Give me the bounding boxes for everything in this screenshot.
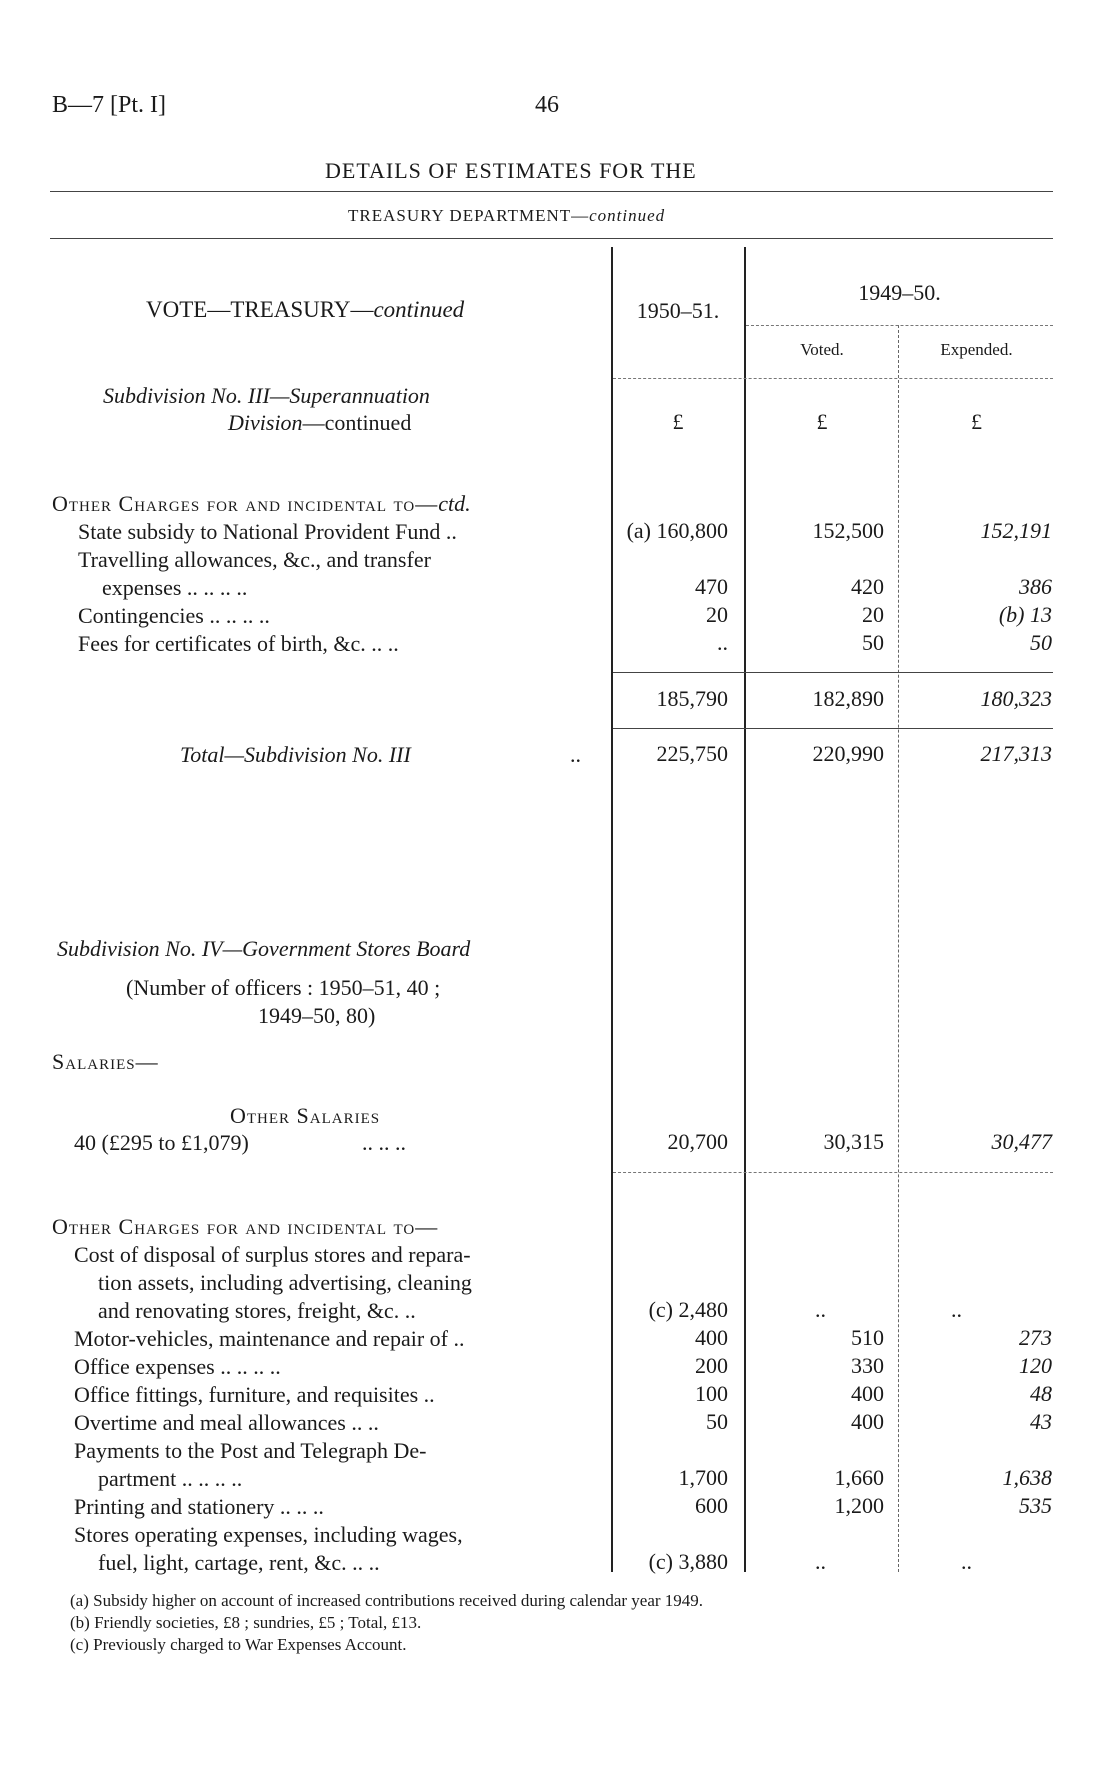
col-expended-header: Expended. bbox=[940, 340, 1013, 359]
sub4-row-expended: 535 bbox=[1019, 1493, 1052, 1518]
sub4-row-1950: 50 bbox=[706, 1409, 728, 1434]
sub4-row-expended: 48 bbox=[1030, 1381, 1052, 1406]
sub4-salaries-voted: 30,315 bbox=[823, 1129, 884, 1154]
sub4-heading: Subdivision No. IV—Government Stores Board bbox=[57, 936, 471, 961]
footnote-a: (a) Subsidy higher on account of increased contributions received during calendar year 1949. bbox=[70, 1591, 704, 1610]
sub4-row-label: tion assets, including advertising, cleaning bbox=[98, 1270, 472, 1295]
sub3-row-1950: (a) 160,800 bbox=[626, 518, 728, 543]
sub4-row-expended: .. bbox=[961, 1549, 972, 1574]
sub3-total-voted: 220,990 bbox=[812, 741, 884, 766]
sub4-row-1950: 400 bbox=[695, 1325, 728, 1350]
sub4-row-label: Overtime and meal allowances .. .. bbox=[74, 1410, 379, 1435]
sub3-total-1950: 225,750 bbox=[656, 741, 728, 766]
sub4-row-label: Printing and stationery .. .. .. bbox=[74, 1494, 324, 1519]
sub3-total-expended: 217,313 bbox=[980, 741, 1052, 766]
sub3-row-1950: .. bbox=[717, 630, 728, 655]
sub4-row-label: partment .. .. .. .. bbox=[98, 1466, 243, 1491]
sub3-row-voted: 420 bbox=[851, 574, 884, 599]
sub4-row-voted: 330 bbox=[851, 1353, 884, 1378]
sub4-row-expended: 43 bbox=[1030, 1409, 1052, 1434]
footnote-b: (b) Friendly societies, £8 ; sundries, £5 ; Total, £13. bbox=[70, 1613, 422, 1632]
sub4-row-voted: 1,660 bbox=[834, 1465, 884, 1490]
header-bottom-rule bbox=[613, 378, 1053, 379]
total-rule bbox=[613, 728, 1053, 729]
sub4-row-1950: 200 bbox=[695, 1353, 728, 1378]
sub3-row-1950: 470 bbox=[695, 574, 728, 599]
sub4-officers-line2: 1949–50, 80) bbox=[258, 1003, 376, 1028]
sub3-row-label: State subsidy to National Provident Fund .. bbox=[78, 519, 457, 544]
sub4-officers-line1: (Number of officers : 1950–51, 40 ; bbox=[126, 975, 441, 1000]
sub4-row-label: Payments to the Post and Telegraph De- bbox=[74, 1438, 427, 1463]
sub4-row-1950: 100 bbox=[695, 1381, 728, 1406]
footnote-c: (c) Previously charged to War Expenses Account. bbox=[70, 1635, 407, 1654]
sub4-row-label: fuel, light, cartage, rent, &c. .. .. bbox=[98, 1550, 380, 1575]
sub3-other-charges-text: Other Charges for and incidental to— bbox=[52, 491, 439, 516]
page-ref: B—7 [Pt. I] bbox=[52, 92, 166, 118]
sub4-salaries-heading: Salaries— bbox=[52, 1049, 159, 1074]
sub4-salaries-expended: 30,477 bbox=[991, 1129, 1052, 1154]
sub3-row-expended: 152,191 bbox=[980, 518, 1052, 543]
sub3-row-label: Contingencies .. .. .. .. bbox=[78, 603, 270, 628]
sub3-total-dots: .. bbox=[570, 742, 581, 767]
subtitle-rule bbox=[50, 238, 1053, 239]
sub4-other-salaries-heading: Other Salaries bbox=[230, 1103, 381, 1128]
sub3-subtotal-1950: 185,790 bbox=[656, 686, 728, 711]
page-title: DETAILS OF ESTIMATES FOR THE bbox=[325, 158, 697, 183]
sub4-row-expended: 273 bbox=[1019, 1325, 1052, 1350]
salaries-rule bbox=[613, 1172, 1053, 1173]
sub4-row-label: and renovating stores, freight, &c. .. bbox=[98, 1298, 416, 1323]
col-1949-header: 1949–50. bbox=[858, 280, 941, 305]
sub3-heading-line2 bbox=[228, 409, 411, 436]
sub4-other-charges-heading: Other Charges for and incidental to— bbox=[52, 1214, 439, 1239]
sub3-row-expended: 386 bbox=[1019, 574, 1052, 599]
sub4-row-voted: .. bbox=[815, 1297, 826, 1322]
vote-continued: continued bbox=[373, 297, 465, 322]
col-1950-header: 1950–51. bbox=[636, 298, 720, 323]
subtotal-rule bbox=[613, 672, 1053, 673]
sub4-salaries-label: 40 (£295 to £1,079) bbox=[74, 1130, 249, 1155]
currency-expended: £ bbox=[971, 409, 982, 434]
sub4-row-expended: 1,638 bbox=[1002, 1465, 1052, 1490]
page-subtitle bbox=[348, 206, 665, 226]
sub3-row-expended: 50 bbox=[1030, 630, 1052, 655]
sub4-row-voted: 400 bbox=[851, 1381, 884, 1406]
sub3-row-1950: 20 bbox=[706, 602, 728, 627]
sub3-other-charges-ctd: ctd. bbox=[438, 491, 471, 516]
sub4-row-label: Office fittings, furniture, and requisites .. bbox=[74, 1382, 435, 1407]
subtitle-continued: continued bbox=[589, 206, 666, 225]
sub4-row-voted: .. bbox=[815, 1549, 826, 1574]
sub3-row-voted: 20 bbox=[862, 602, 884, 627]
sub3-heading-line1: Subdivision No. III—Superannuation bbox=[103, 383, 430, 408]
sub4-row-label: Motor-vehicles, maintenance and repair of .. bbox=[74, 1326, 465, 1351]
sub4-row-voted: 510 bbox=[851, 1325, 884, 1350]
sub3-row-label: Travelling allowances, &c., and transfer bbox=[78, 547, 431, 572]
sub4-row-1950: (c) 2,480 bbox=[648, 1297, 728, 1322]
title-rule bbox=[50, 191, 1053, 192]
vote-heading bbox=[146, 296, 464, 323]
sub3-other-charges-heading bbox=[52, 490, 471, 517]
sub3-heading-continued: —continued bbox=[302, 410, 412, 435]
sub4-row-1950: 1,700 bbox=[678, 1465, 728, 1490]
sub3-total-label: Total—Subdivision No. III bbox=[180, 742, 411, 767]
vote-main: VOTE—TREASURY— bbox=[146, 297, 374, 322]
sub3-heading-division: Division bbox=[228, 410, 303, 435]
col-1949-rule bbox=[746, 325, 1053, 326]
sub3-row-expended: (b) 13 bbox=[998, 602, 1052, 627]
sub3-row-voted: 152,500 bbox=[812, 518, 884, 543]
subtitle-main: TREASURY DEPARTMENT— bbox=[348, 206, 590, 225]
sub4-salaries-dots: .. .. .. bbox=[362, 1130, 406, 1155]
sub3-row-label: Fees for certificates of birth, &c. .. .. bbox=[78, 631, 399, 656]
sub4-row-label: Cost of disposal of surplus stores and repara- bbox=[74, 1242, 471, 1267]
sub4-row-voted: 1,200 bbox=[834, 1493, 884, 1518]
sub4-salaries-1950: 20,700 bbox=[667, 1129, 728, 1154]
currency-voted: £ bbox=[816, 409, 828, 434]
sub3-row-voted: 50 bbox=[862, 630, 884, 655]
sub4-row-expended: 120 bbox=[1019, 1353, 1052, 1378]
sub4-row-voted: 400 bbox=[851, 1409, 884, 1434]
sub3-row-label: expenses .. .. .. .. bbox=[102, 575, 248, 600]
sub3-subtotal-expended: 180,323 bbox=[980, 686, 1052, 711]
page-number: 46 bbox=[535, 92, 559, 118]
currency-1950: £ bbox=[672, 409, 684, 434]
sub4-row-label: Stores operating expenses, including wages, bbox=[74, 1522, 463, 1547]
sub4-row-1950: 600 bbox=[695, 1493, 728, 1518]
sub3-subtotal-voted: 182,890 bbox=[812, 686, 884, 711]
col-voted-header: Voted. bbox=[800, 340, 844, 359]
column-rule-3 bbox=[898, 325, 899, 1572]
sub4-row-expended: .. bbox=[951, 1297, 962, 1322]
sub4-row-label: Office expenses .. .. .. .. bbox=[74, 1354, 281, 1379]
sub4-row-1950: (c) 3,880 bbox=[648, 1549, 728, 1574]
